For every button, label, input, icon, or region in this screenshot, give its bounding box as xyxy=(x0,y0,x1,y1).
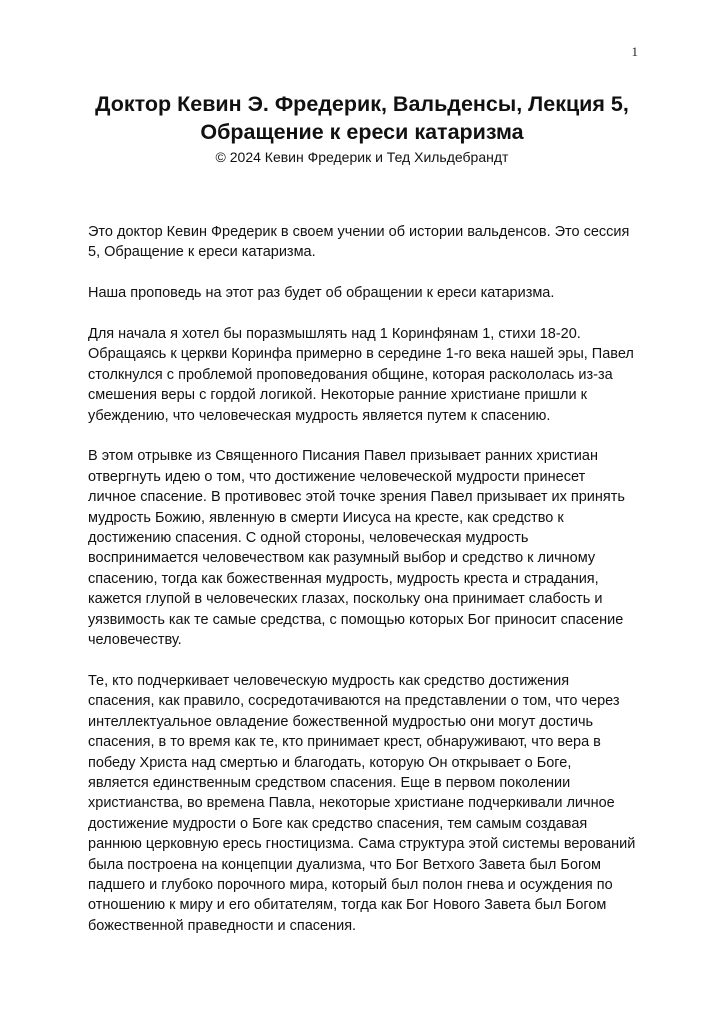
title-block xyxy=(86,90,638,167)
paragraph-intro: Это доктор Кевин Фредерик в своем учении об истории вальденсов. Это сессия 5, Обращение к ереси катаризма. xyxy=(88,224,630,261)
paragraph-sermon-topic: Наша проповедь на этот раз будет об обращении к ереси катаризма. xyxy=(88,285,555,302)
page-number: 1 xyxy=(631,44,638,59)
title-line-1: Доктор Кевин Э. Фредерик, Вальденсы, Лекция 5, xyxy=(95,92,629,116)
title-line-2: Обращение к ереси катаризма xyxy=(200,120,524,144)
page-title xyxy=(86,90,638,146)
paragraph-divine-wisdom: В этом отрывке из Священного Писания Павел призывает ранних христиан отвергнуть идею о том, что достижение человеческой мудрости принесет личное спасение. В противовес этой точке зрения Павел призывает их принять мудрость Божию, явленную в смерти Иисуса на кресте, как средство к достижению спасения. С одной стороны, человеческая мудрость воспринимается человечеством как разумный выбор и средство к личному спасению, тогда как божественная мудрость, мудрость креста и страдания, кажется глупой в человеческих глазах, поскольку она принимает слабость и уязвимость как те самые средства, с помощью которых Бог приносит спасение человечеству. xyxy=(88,448,625,649)
copyright-notice: © 2024 Кевин Фредерик и Тед Хильдебрандт xyxy=(215,149,509,165)
paragraph-gnosticism: Те, кто подчеркивает человеческую мудрость как средство достижения спасения, как правило, сосредотачиваются на представлении о том, что через интеллектуальное овладение божественной мудростью они могут достичь спасения, в то время как те, кто принимает крест, обнаруживают, что вера в победу Христа над смертью и благодать, которую Он открывает о Боге, является единственным средством спасения. Еще в первом поколении христианства, во времена Павла, некоторые христиане подчеркивали личное достижение мудрости о Боге как средство спасения, тем самым создавая раннюю церковную ересь гностицизма. Сама структура этой системы верований была построена на концепции дуализма, что Бог Ветхого Завета был Богом падшего и глубоко порочного мира, который был полон гнева и осуждения по отношению к миру и его обитателям, тогда как Бог Нового Завета был Богом божественной праведности и спасения. xyxy=(88,672,636,934)
paragraph-corinthians: Для начала я хотел бы поразмышлять над 1 Коринфянам 1, стихи 18-20. Обращаясь к церкви Коринфа примерно в середине 1-го века нашей эры, Павел столкнулся с проблемой проповедования общине, которая раскололась из-за смешения веры с гордой логикой. Некоторые ранние христиане пришли к убеждению, что человеческая мудрость является путем к спасению. xyxy=(88,326,634,424)
document-body xyxy=(88,222,636,957)
